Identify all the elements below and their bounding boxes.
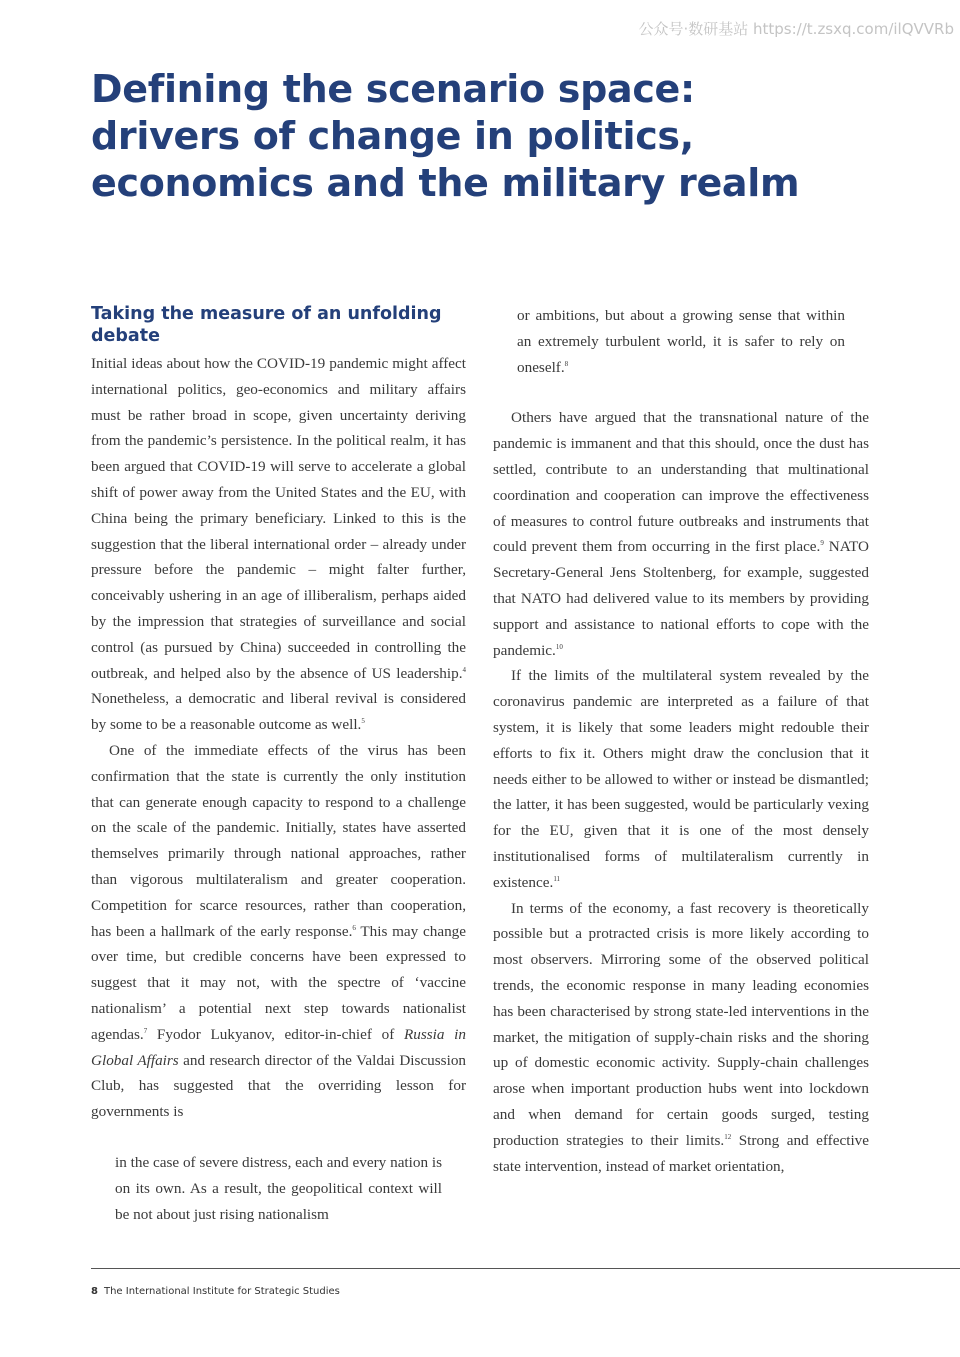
right-column [493,303,869,1179]
footnote-ref: 4 [462,665,466,674]
footnote-ref: 9 [820,539,824,548]
paragraph-1: Initial ideas about how the COVID-19 pandemic might affect international politics, geo-economics and military affairs must be rather broad in scope, given uncertainty deriving from the pandemic’s persistence. In the political realm, it has been argued that COVID-19 will serve to accelerate a global shift of power away from the United States and the EU, with China being the primary beneficiary. Linked to this is the suggestion that the liberal international order – already under pressure before the pandemic – might falter further, conceivably ushering in an age of illiberalism, perhaps aided by the impression that strategies of surveillance and social control (as pursued by China) succeeded in controlling the outbreak, and helped also by the absence of US leadership.$^4$ Nonetheless, a democratic and liberal revival is considered by some to be a reasonable outcome as well.$^5$ [91,355,466,734]
footnote-ref: 7 [143,1026,148,1035]
publisher-name: The International Institute for Strategic Studies [103,1286,340,1297]
watermark-text: 公众号·数研基站 https://t.zsxq.com/ilQVVRb [638,20,954,38]
footnote-ref: 8 [564,359,569,368]
page-title: Defining the scenario space: drivers of change in politics, economics and the military realm [91,67,800,205]
paragraph-3: Others have argued that the transnational nature of the pandemic is immanent and that this should, once the dust has settled, contribute to an understanding that multinational coordination and cooperation can improve the effectiveness of measures to control future outbreaks and instruments that could prevent them from occurring in the first place.$^9$ NATO Secretary-General Jens Stoltenberg, for example, suggested that NATO had delivered value to its members by providing support and assistance to national efforts to cope with the pandemic.$^{10}$ [493,409,869,659]
section-heading: Taking the measure of an unfolding debate [91,304,442,346]
paragraph-4: If the limits of the multilateral system revealed by the coronavirus pandemic are interpreted as a failure of that system, it is likely that some leaders might redouble their efforts to fix it. Others might draw the conclusion that it needs either to be allowed to wither or instead be dismantled; the latter, it has been suggested, would be particularly vexing for the EU, given that it is one of the most densely institutionalised forms of multilateralism currently in existence.$^{11}$ [493,667,869,891]
paragraph-5: In terms of the economy, a fast recovery is theoretically possible but a protracted crisis is more likely according to most observers. Mirroring some of the observed political trends, the economic response in many leading economies has been characterised by strong state-led interventions in the market, the mitigation of supply-chain risks and the shoring up of domestic economic activity. Supply-chain challenges arose when important production hubs went into lockdown and when demand for certain goods surged, testing production strategies to their limits.$^{12}$ Strong and effective state intervention, instead of market orientation, [493,899,869,1175]
publication-title: Russia in Global Affairs [91,1025,466,1069]
footnote-ref: 6 [352,923,356,932]
page-footer [91,1286,340,1297]
page-number: 8 [91,1286,98,1297]
footnote-ref: 10 [555,642,563,651]
block-quote: in the case of severe distress, each and every nation is on its own. As a result, the geopolitical context will be not about just rising nationalism [115,1153,442,1223]
footer-divider [91,1268,960,1269]
footnote-ref: 5 [361,717,365,726]
paragraph-2: One of the immediate effects of the virus has been confirmation that the state is currently the only institution that can generate enough capacity to respond to a challenge on the scale of the pandemic. Initially, states have asserted themselves primarily through national approaches, rather than vigorous multilateralism and greater cooperation. Competition for scarce resources, rather than cooperation, has been a hallmark of the early response.$^6$ This may change over time, but credible concerns have been expressed to suggest that it may not, with the spectre of ‘vaccine nationalism’ a potential next step towards nationalist agendas.$^7$ Fyodor Lukyanov, editor-in-chief of Russia in Global Affairs and research director of the Valdai Discussion Club, has suggested that the overriding lesson for governments is [91,741,467,1121]
footnote-ref: 12 [724,1132,732,1141]
footnote-ref: 11 [553,874,561,883]
block-quote-continued: or ambitions, but about a growing sense that within an extremely turbulent world, it is safer to rely on oneself.$^8$ [517,307,845,376]
left-column [91,303,466,1227]
